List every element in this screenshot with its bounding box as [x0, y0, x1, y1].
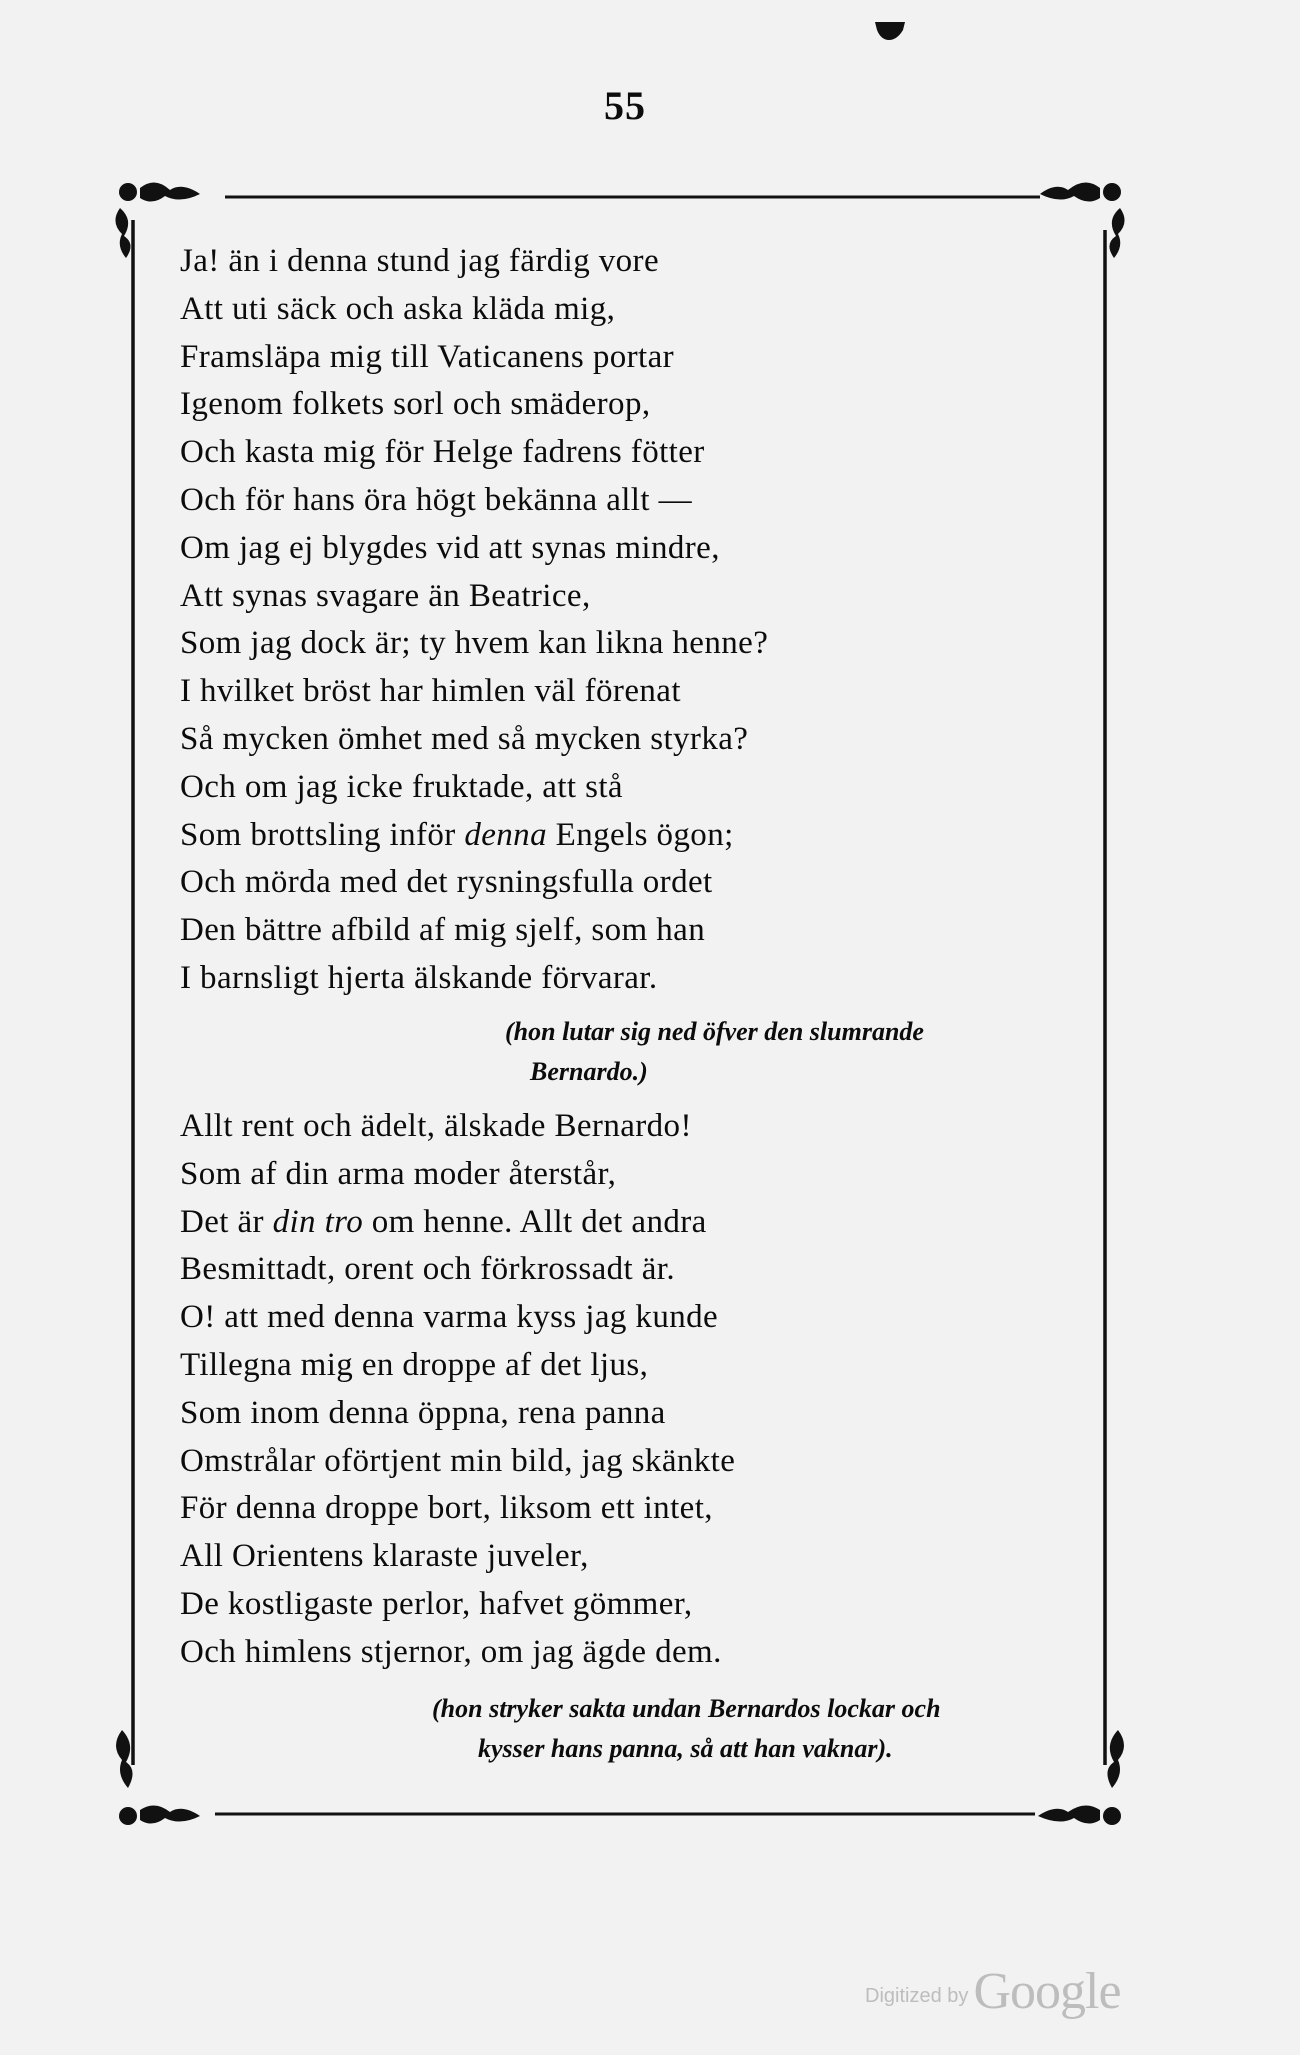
verse-text: Som brottsling inför	[180, 816, 465, 853]
corner-ornament-bottom-left-icon	[116, 1730, 200, 1825]
verse-line-with-emphasis	[180, 812, 1080, 860]
emphasis-text: denna	[464, 816, 547, 853]
verse-line-with-emphasis	[180, 1199, 1080, 1247]
verse-line: För denna droppe bort, liksom ett intet,	[180, 1490, 713, 1527]
verse-line: Besmittadt, orent och förkrossadt är.	[180, 1251, 676, 1288]
verse-line: Igenom folkets sorl och smäderop,	[180, 386, 651, 423]
corner-ornament-bottom-right-icon	[1038, 1730, 1124, 1825]
verse-block-2	[180, 1103, 1080, 1677]
verse-text: Engels ögon;	[546, 816, 734, 853]
verse-line: Och om jag icke fruktade, att stå	[180, 768, 623, 805]
verse-text: om henne. Allt det andra	[363, 1203, 707, 1240]
verse-line: Så mycken ömhet med så mycken styrka?	[180, 720, 749, 757]
verse-block-1	[180, 238, 1080, 1003]
watermark-prefix: Digitized by	[865, 1985, 969, 2007]
verse-line: O! att med denna varma kyss jag kunde	[180, 1299, 719, 1336]
verse-line: Den bättre afbild af mig sjelf, som han	[180, 912, 706, 949]
ink-mark-icon	[873, 18, 907, 42]
verse-line: Och mörda med det rysningsfulla ordet	[180, 864, 713, 901]
verse-line: Som inom denna öppna, rena panna	[180, 1394, 666, 1431]
verse-line: Framsläpa mig till Vaticanens portar	[180, 338, 675, 375]
verse-line: Och himlens stjernor, om jag ägde dem.	[180, 1633, 722, 1670]
verse-line: All Orientens klaraste juveler,	[180, 1538, 589, 1575]
verse-line: Omstrålar oförtjent min bild, jag skänkte	[180, 1442, 736, 1479]
verse-line: Allt rent och ädelt, älskade Bernardo!	[180, 1108, 692, 1144]
verse-line: I hvilket bröst har himlen väl förenat	[180, 673, 681, 710]
stage-direction-2-line-2: kysser hans panna, så att han vaknar).	[478, 1734, 893, 1763]
verse-line: De kostligaste perlor, hafvet gömmer,	[180, 1585, 693, 1622]
page-number: 55	[604, 83, 646, 128]
verse-line: Och kasta mig för Helge fadrens fötter	[180, 434, 705, 471]
verse-line: Och för hans öra högt bekänna allt —	[180, 481, 692, 518]
stage-direction-1-line-1: (hon lutar sig ned öfver den slumrande	[505, 1017, 924, 1046]
emphasis-text: din tro	[272, 1203, 364, 1240]
digitized-watermark	[865, 1962, 1121, 2021]
verse-text: Det är	[180, 1203, 273, 1240]
verse-line: Att uti säck och aska kläda mig,	[180, 290, 616, 327]
verse-line: Som jag dock är; ty hvem kan likna henne?	[180, 625, 769, 662]
stage-direction-1-line-2: Bernardo.)	[530, 1057, 648, 1086]
verse-line: Att synas svagare än Beatrice,	[180, 577, 591, 614]
verse-line: Som af din arma moder återstår,	[180, 1155, 617, 1192]
verse-line: Ja! än i denna stund jag färdig vore	[180, 243, 659, 279]
verse-line: I barnsligt hjerta älskande förvarar.	[180, 959, 658, 996]
stage-direction-2-line-1: (hon stryker sakta undan Bernardos lockar och	[432, 1694, 941, 1723]
verse-line: Tillegna mig en droppe af det ljus,	[180, 1346, 649, 1383]
verse-line: Om jag ej blygdes vid att synas mindre,	[180, 529, 720, 566]
watermark-brand: Google	[973, 1963, 1121, 2020]
